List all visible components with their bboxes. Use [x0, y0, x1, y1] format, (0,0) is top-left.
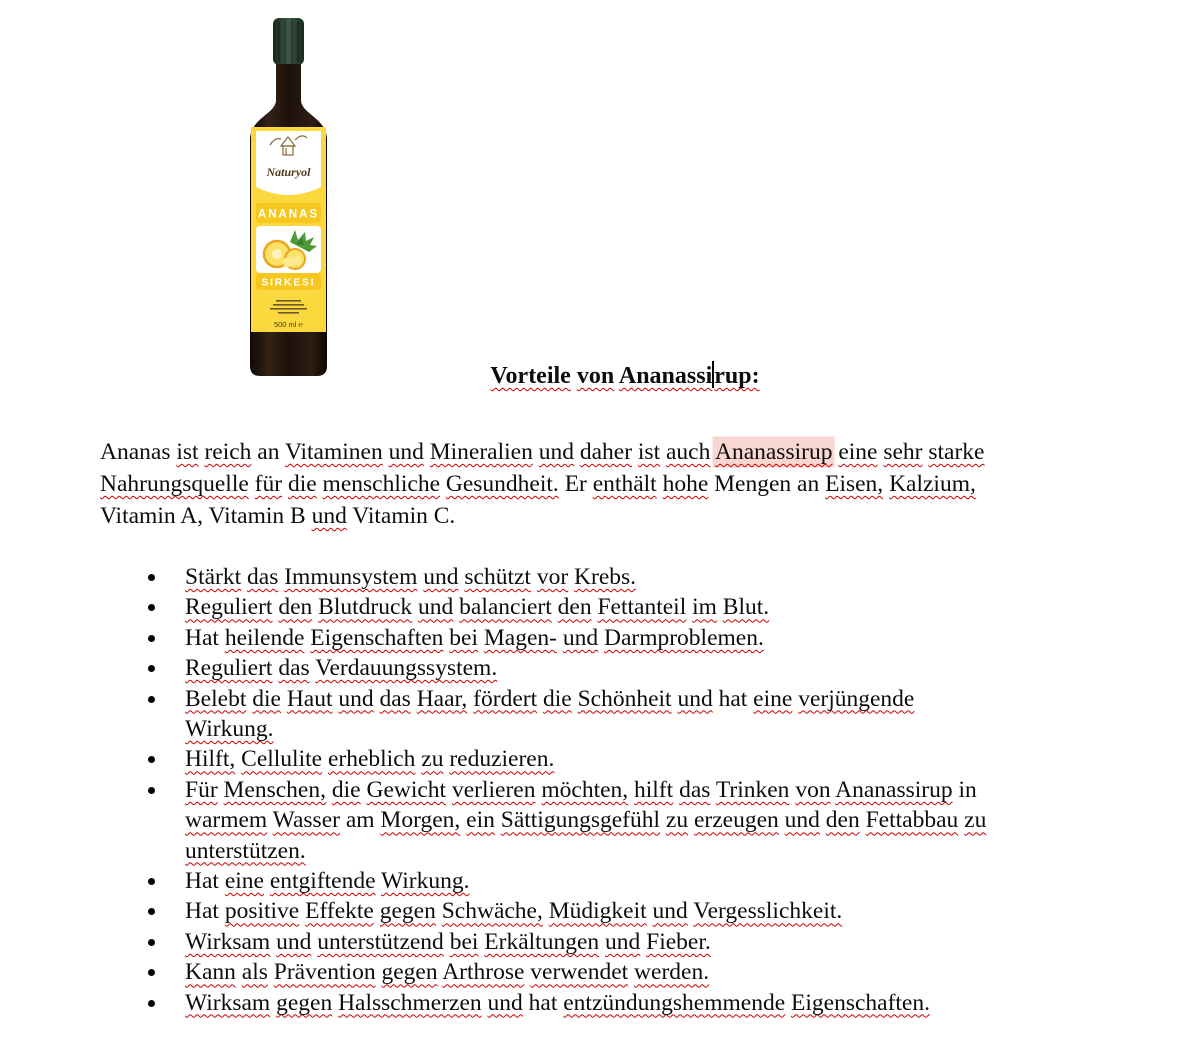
brand-name: Naturyol: [266, 165, 311, 179]
word[interactable]: in: [958, 776, 977, 803]
word[interactable]: Ananas: [100, 439, 171, 465]
word[interactable]: möchten,: [541, 776, 629, 803]
list-item-text[interactable]: [185, 957, 709, 987]
word[interactable]: zu: [421, 746, 444, 773]
list-item[interactable]: [100, 988, 1200, 1018]
word[interactable]: das: [278, 655, 310, 682]
bullet-icon: [148, 969, 155, 976]
text-line[interactable]: [185, 927, 711, 957]
word[interactable]: Effekte: [305, 898, 374, 925]
word[interactable]: Magen-: [483, 624, 557, 651]
list-item[interactable]: [100, 653, 1200, 683]
word[interactable]: Fieber.: [646, 928, 711, 955]
product-bottle-image[interactable]: [240, 14, 337, 380]
word[interactable]: die: [542, 685, 572, 712]
word[interactable]: gegen: [379, 898, 436, 925]
word[interactable]: Cellulite: [241, 746, 323, 773]
bullet-icon: [148, 696, 155, 703]
word[interactable]: balanciert: [459, 594, 552, 621]
list-item[interactable]: [100, 775, 1200, 866]
word[interactable]: gegen: [276, 989, 333, 1016]
word[interactable]: und: [538, 439, 574, 465]
bottle-cap-icon: [273, 18, 304, 65]
word[interactable]: verjüngende: [798, 685, 915, 712]
word[interactable]: Für: [185, 776, 218, 803]
text-line[interactable]: [185, 714, 914, 744]
list-item[interactable]: [100, 592, 1200, 622]
text-line[interactable]: [185, 775, 986, 805]
text-line[interactable]: [185, 957, 709, 987]
word[interactable]: Immunsystem: [284, 564, 418, 590]
word[interactable]: entzündungshemmende: [563, 989, 786, 1016]
word[interactable]: Erkältungen: [484, 928, 600, 955]
word[interactable]: Fettabbau: [865, 807, 959, 834]
list-item[interactable]: [100, 927, 1200, 957]
text-line[interactable]: [185, 623, 764, 653]
list-item[interactable]: [100, 684, 1200, 745]
word[interactable]: im: [692, 594, 717, 621]
word[interactable]: ist: [176, 439, 199, 465]
word[interactable]: Belebt: [185, 685, 247, 712]
word[interactable]: an: [797, 471, 820, 497]
word[interactable]: Gewicht: [366, 776, 447, 803]
word[interactable]: und: [677, 685, 713, 712]
word[interactable]: B: [290, 503, 306, 529]
word[interactable]: am: [345, 807, 375, 834]
text-line[interactable]: [185, 836, 986, 866]
list-item[interactable]: [100, 623, 1200, 653]
word[interactable]: den: [278, 594, 313, 621]
word[interactable]: eine: [224, 868, 264, 895]
word[interactable]: schützt: [464, 564, 531, 590]
intro-paragraph[interactable]: [100, 436, 1200, 532]
word[interactable]: und: [562, 624, 599, 651]
list-item-text[interactable]: [185, 866, 469, 896]
word[interactable]: Eigenschaften: [310, 624, 444, 651]
list-item-text[interactable]: [185, 896, 842, 926]
word[interactable]: starke: [928, 439, 985, 465]
word[interactable]: als: [241, 959, 268, 986]
word[interactable]: hat: [718, 685, 748, 712]
word[interactable]: vor: [536, 564, 569, 590]
list-item[interactable]: [100, 896, 1200, 926]
word[interactable]: Mineralien: [429, 439, 533, 465]
word[interactable]: an: [257, 439, 280, 465]
word[interactable]: unterstützen.: [185, 837, 306, 864]
word[interactable]: und: [784, 807, 820, 834]
word[interactable]: Eisen,: [825, 471, 884, 497]
word[interactable]: Arthrose: [442, 959, 525, 986]
word[interactable]: reich: [204, 439, 252, 465]
word[interactable]: Ananassirup: [835, 776, 953, 803]
word[interactable]: und: [652, 898, 688, 925]
word[interactable]: Menschen,: [223, 776, 326, 803]
word[interactable]: Ananassirup: [714, 439, 833, 465]
word[interactable]: das: [247, 564, 279, 590]
word[interactable]: von: [795, 776, 831, 803]
text-line[interactable]: [100, 500, 1200, 532]
word[interactable]: hohe: [662, 471, 709, 497]
word[interactable]: Kann: [185, 959, 236, 986]
word[interactable]: A,: [180, 503, 204, 529]
list-item-text[interactable]: [185, 562, 636, 592]
word[interactable]: Hilft,: [185, 746, 236, 773]
word[interactable]: hat: [528, 989, 558, 1016]
list-item-text[interactable]: [185, 927, 711, 957]
word[interactable]: Wirkung.: [381, 868, 470, 895]
word[interactable]: und: [487, 989, 523, 1016]
word[interactable]: und: [276, 928, 312, 955]
list-item-text[interactable]: [185, 684, 914, 745]
word[interactable]: Mengen: [714, 471, 792, 497]
heading-word[interactable]: rup:: [714, 363, 760, 389]
bullet-icon: [148, 756, 155, 763]
word[interactable]: Reguliert: [185, 655, 273, 682]
text-line[interactable]: [100, 436, 1200, 468]
word[interactable]: ist: [637, 439, 661, 465]
word[interactable]: Blut.: [722, 594, 770, 621]
word[interactable]: Prävention: [273, 959, 376, 986]
bullet-icon: [148, 908, 155, 915]
word[interactable]: unterstützend: [317, 928, 444, 955]
list-item[interactable]: [100, 562, 1200, 592]
word[interactable]: Eigenschaften.: [791, 989, 930, 1016]
word[interactable]: Müdigkeit: [548, 898, 647, 925]
label-volume: 500 ml ℮: [273, 320, 304, 329]
word[interactable]: auch: [666, 439, 711, 465]
word[interactable]: Halsschmerzen: [338, 989, 482, 1016]
list-item-text[interactable]: [185, 775, 986, 866]
word[interactable]: und: [338, 685, 374, 712]
word[interactable]: die: [331, 776, 361, 803]
word[interactable]: positive: [224, 898, 300, 925]
word[interactable]: den: [557, 594, 592, 621]
word[interactable]: den: [825, 807, 860, 834]
word[interactable]: Haar,: [416, 685, 468, 712]
word[interactable]: Blutdruck: [318, 594, 413, 621]
text-line[interactable]: [185, 866, 469, 896]
word[interactable]: zu: [964, 807, 987, 834]
word[interactable]: menschliche: [322, 471, 441, 497]
text-line[interactable]: [185, 684, 914, 714]
word[interactable]: für: [254, 471, 283, 497]
word[interactable]: Darmproblemen.: [603, 624, 764, 651]
word[interactable]: eine: [753, 685, 793, 712]
word[interactable]: Vitamin: [208, 503, 285, 529]
heading-word[interactable]: Ananassi: [618, 363, 713, 389]
bullet-icon: [148, 604, 155, 611]
word[interactable]: Hat: [185, 624, 219, 651]
word[interactable]: Vitamin: [100, 503, 176, 529]
word[interactable]: Schönheit: [577, 685, 672, 712]
word[interactable]: Schwäche,: [441, 898, 543, 925]
word[interactable]: Haut: [286, 685, 333, 712]
word[interactable]: Sättigungsgefühl: [500, 807, 661, 834]
word[interactable]: Kalzium,: [889, 471, 976, 497]
bullet-icon: [148, 1000, 155, 1007]
word[interactable]: verlieren: [451, 776, 536, 803]
word[interactable]: und: [388, 439, 424, 465]
text-line[interactable]: [100, 468, 1200, 500]
word[interactable]: Verdauungssystem.: [315, 655, 498, 682]
label-subtitle: SIRKESI: [261, 277, 316, 289]
word[interactable]: und: [605, 928, 641, 955]
bullet-icon: [148, 635, 155, 642]
word[interactable]: Gesundheit.: [445, 471, 559, 497]
word[interactable]: das: [679, 776, 711, 803]
word[interactable]: erheblich: [327, 746, 416, 773]
word[interactable]: Wirksam: [185, 989, 271, 1016]
word[interactable]: Hat: [185, 898, 219, 925]
word[interactable]: und: [311, 503, 347, 529]
document-heading[interactable]: [100, 361, 1150, 390]
list-item[interactable]: [100, 744, 1200, 774]
list-item[interactable]: [100, 957, 1200, 987]
word[interactable]: ein: [466, 807, 495, 834]
word[interactable]: zu: [665, 807, 689, 834]
text-line[interactable]: [185, 988, 930, 1018]
text-line[interactable]: [185, 805, 986, 835]
bullet-icon: [148, 574, 155, 581]
hero-row: [0, 0, 1200, 392]
word[interactable]: C.: [433, 503, 456, 529]
bullet-icon: [148, 787, 155, 794]
word[interactable]: Trinken: [715, 776, 790, 803]
bottle-label: [251, 127, 326, 332]
word[interactable]: Wasser: [272, 807, 340, 834]
word[interactable]: eine: [838, 439, 878, 465]
word[interactable]: warmem: [185, 807, 268, 834]
list-item[interactable]: [100, 866, 1200, 896]
word[interactable]: fördert: [473, 685, 538, 712]
list-item-text[interactable]: [185, 623, 764, 653]
heading-word[interactable]: von: [576, 363, 615, 389]
word[interactable]: Vitaminen: [284, 439, 383, 465]
word[interactable]: daher: [579, 439, 633, 465]
word[interactable]: Wirksam: [185, 928, 271, 955]
text-line[interactable]: [185, 744, 554, 774]
word[interactable]: und: [418, 594, 454, 621]
word[interactable]: Hat: [185, 868, 219, 895]
heading-word[interactable]: Vorteile: [490, 363, 571, 389]
list-item-text[interactable]: [185, 744, 554, 774]
word[interactable]: Vergesslichkeit.: [693, 898, 843, 925]
word[interactable]: sehr: [883, 439, 923, 465]
list-item-text[interactable]: [185, 653, 497, 683]
word[interactable]: entgiftende: [269, 868, 376, 895]
word[interactable]: Er: [564, 471, 587, 497]
word[interactable]: reduzieren.: [449, 746, 555, 773]
word[interactable]: Reguliert: [185, 594, 273, 621]
word[interactable]: bei: [449, 624, 478, 651]
word[interactable]: Morgen,: [380, 807, 461, 834]
word[interactable]: Wirkung.: [185, 716, 274, 743]
list-item-text[interactable]: [185, 988, 930, 1018]
word[interactable]: Krebs.: [574, 564, 637, 590]
bullet-icon: [148, 665, 155, 672]
benefits-list: [100, 562, 1200, 1018]
word[interactable]: verwendet: [530, 959, 629, 986]
word[interactable]: Stärkt: [185, 564, 242, 590]
word[interactable]: Fettanteil: [597, 594, 687, 621]
bullet-icon: [148, 939, 155, 946]
word[interactable]: Nahrungsquelle: [100, 471, 249, 497]
bullet-icon: [148, 878, 155, 885]
text-line[interactable]: [185, 562, 636, 592]
word[interactable]: und: [423, 564, 459, 590]
word[interactable]: werden.: [634, 959, 710, 986]
word[interactable]: die: [252, 685, 281, 712]
list-item-text[interactable]: [185, 592, 769, 622]
word[interactable]: heilende: [224, 624, 305, 651]
label-title: ANANAS: [257, 208, 320, 221]
word[interactable]: die: [287, 471, 317, 497]
word[interactable]: erzeugen: [693, 807, 779, 834]
word[interactable]: hilft: [634, 776, 674, 803]
word[interactable]: das: [379, 685, 411, 712]
word[interactable]: bei: [449, 928, 479, 955]
text-line[interactable]: [185, 592, 769, 622]
text-line[interactable]: [185, 653, 497, 683]
word[interactable]: Vitamin: [352, 503, 428, 529]
word[interactable]: gegen: [381, 959, 438, 986]
word[interactable]: enthält: [592, 471, 657, 497]
text-line[interactable]: [185, 896, 842, 926]
